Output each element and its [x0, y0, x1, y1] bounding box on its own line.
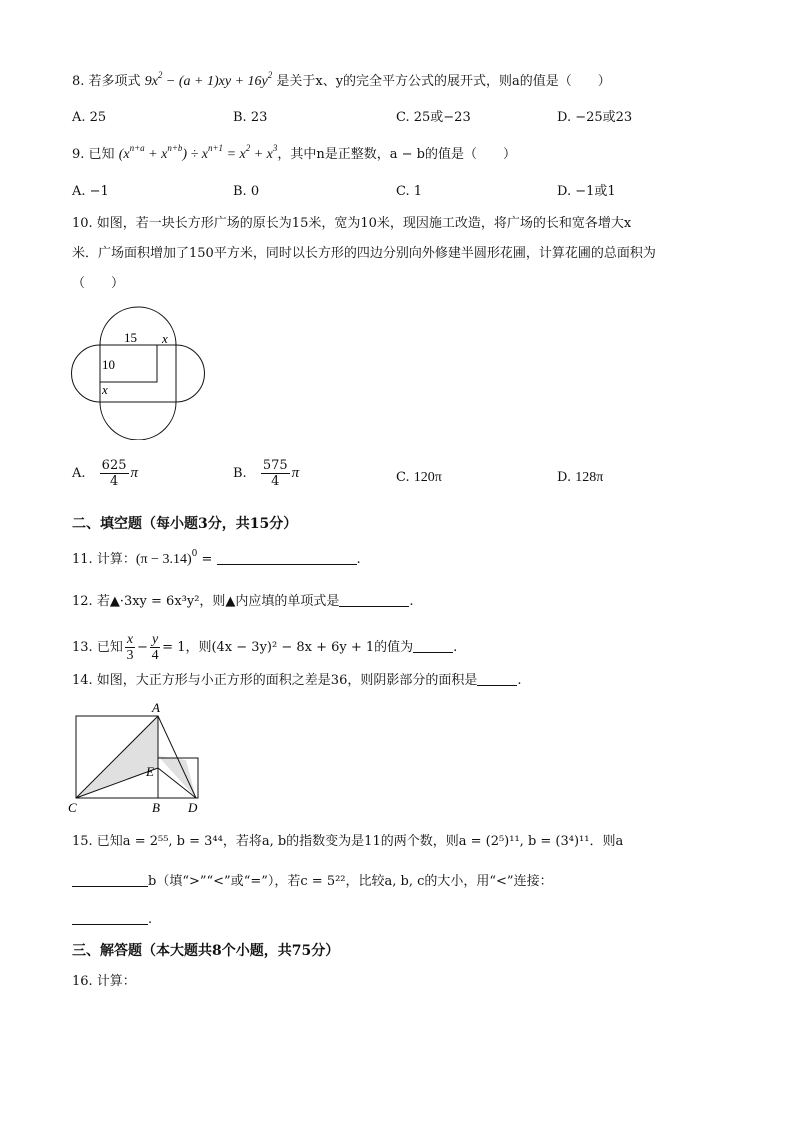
- bottom-semicircle: [100, 402, 176, 440]
- label-length: 15: [124, 330, 137, 345]
- label-a: A: [152, 700, 160, 715]
- q15-compare-blank[interactable]: [72, 872, 148, 887]
- q8-expression: $9x^2 - (a + 1)xy + 16y^2$: [144, 70, 273, 89]
- label-d: D: [188, 800, 198, 815]
- q12-answer-blank[interactable]: [339, 592, 409, 607]
- label-e: E: [146, 764, 154, 779]
- question-13: 13. 已知 $\frac{x}{3}$ − $\frac{y}{4}$ = 1，则(4x − 3y)² − 8x + 6y + 1的值为 .: [72, 632, 458, 663]
- outer-rectangle: [100, 345, 176, 402]
- left-semicircle: [72, 345, 100, 402]
- section-2-title: 二、填空题（每小题3分，共15分）: [72, 516, 298, 532]
- question-9-stem: 9. 已知 $(x^{n+a} + x^{n+b}) \div x^{n+1} = x^2 + x^3$，其中n是正整数，a − b的值是（ ）: [72, 143, 517, 162]
- q9-option-d[interactable]: D. −1或1: [557, 184, 616, 199]
- q10-option-d[interactable]: D. 128π: [557, 470, 604, 485]
- question-10-line-3: （ ）: [72, 276, 125, 291]
- label-x-left: x: [102, 382, 108, 397]
- q14-figure: [66, 698, 211, 816]
- question-10-line-2: 米．广场面积增加了150平方米，同时以长方形的四边分别向外修建半圆形花圃，计算花圃的总面积为: [72, 246, 656, 261]
- label-x-top: x: [162, 331, 168, 346]
- question-12: 12. 若▲·3xy = 6x³y²，则▲内应填的单项式是 .: [72, 594, 414, 609]
- q9-option-c[interactable]: C. 1: [396, 184, 423, 199]
- label-b: B: [152, 800, 160, 815]
- q13-answer-blank[interactable]: [413, 638, 453, 653]
- question-14: 14. 如图，大正方形与小正方形的面积之差是36，则阴影部分的面积是 .: [72, 673, 522, 688]
- q10-option-a[interactable]: A. $\frac{625}{4}$ π: [72, 458, 139, 489]
- right-semicircle: [176, 345, 204, 402]
- question-8-stem: 8. 若多项式 $9x^2 - (a + 1)xy + 16y^2$ 是关于x、y的完全平方公式的展开式，则a的值是（ ）: [72, 70, 611, 89]
- q14-answer-blank[interactable]: [477, 671, 517, 686]
- q8-option-c[interactable]: C. 25或−23: [396, 110, 471, 125]
- q8-option-d[interactable]: D. −25或23: [557, 110, 633, 125]
- shaded-region-right: [158, 756, 196, 798]
- q10-option-b[interactable]: B. $\frac{575}{4}$ π: [233, 458, 300, 489]
- question-16: 16. 计算：: [72, 974, 136, 989]
- label-c: C: [68, 800, 77, 815]
- q11-answer-blank[interactable]: [217, 550, 357, 565]
- question-15-line-2: b（填“>”“<”或“=”），若c = 5²²，比较a, b, c的大小，用“<”连接：: [72, 872, 553, 892]
- question-15-line-1: 15. 已知a = 2⁵⁵, b = 3⁴⁴，若将a, b的指数变为是11的两个数，则a = (2⁵)¹¹, b = (3⁴)¹¹．则a: [72, 834, 624, 849]
- label-width: 10: [102, 357, 115, 372]
- q10-option-c[interactable]: C. 120π: [396, 470, 442, 485]
- q9-expression: $(x^{n+a} + x^{n+b}) \div x^{n+1} = x^2 + x^3$: [118, 143, 278, 162]
- q8-option-b[interactable]: B. 23: [233, 110, 268, 125]
- q9-option-a[interactable]: A. −1: [72, 184, 109, 199]
- question-15-line-3: .: [72, 910, 152, 930]
- q15-order-blank[interactable]: [72, 910, 148, 925]
- q9-option-b[interactable]: B. 0: [233, 184, 260, 199]
- section-3-title: 三、解答题（本大题共8个小题，共75分）: [72, 943, 340, 959]
- question-11: 11. 计算：$(\pi - 3.14)^0$ = .: [72, 549, 361, 567]
- question-10-line-1: 10. 如图，若一块长方形广场的原长为15米，宽为10米，现因施工改造，将广场的长和宽各增大x: [72, 216, 632, 231]
- q10-figure: [70, 305, 210, 440]
- q8-option-a[interactable]: A. 25: [72, 110, 107, 125]
